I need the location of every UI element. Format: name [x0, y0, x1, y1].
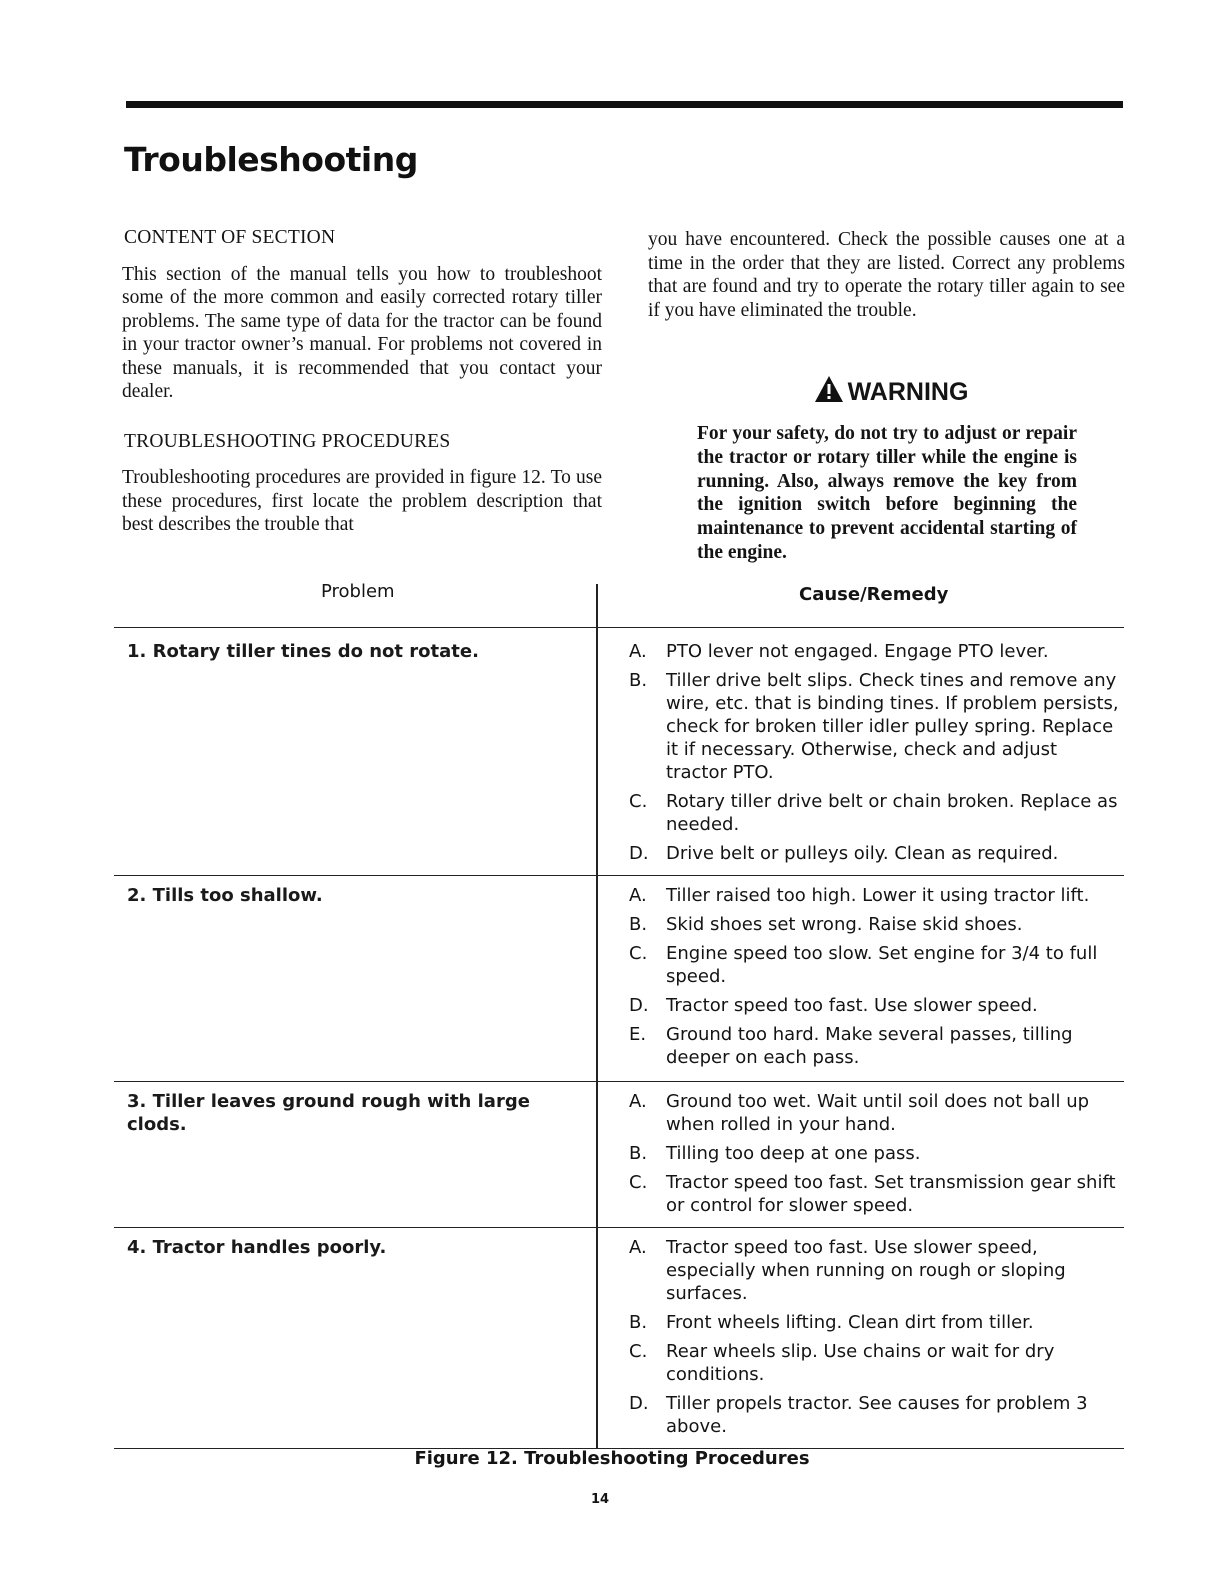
- cause-letter: A.: [629, 641, 647, 662]
- table-row: [114, 1082, 1124, 1228]
- troubleshooting-procedures-heading: TROUBLESHOOTING PROCEDURES: [124, 430, 451, 452]
- cause-letter: D.: [629, 1393, 649, 1414]
- cause-item: [629, 1392, 1124, 1438]
- cause-item: [629, 994, 1124, 1017]
- cause-item: [629, 1023, 1124, 1069]
- table-row: [114, 1228, 1124, 1449]
- content-of-section-text: This section of the manual tells you how to troubleshoot some of the more common and easily corrected rotary tiller problems. The same type of data for the tractor can be found in your tractor owner’s manual. For problems not covered in these manuals, it is recommended that you contact your dealer.: [122, 263, 602, 402]
- cause-list: [629, 1236, 1124, 1438]
- cause-item: [629, 1090, 1124, 1136]
- intro-right-column: [648, 228, 1125, 322]
- table-row: [114, 876, 1124, 1082]
- page-title: Troubleshooting: [124, 140, 418, 179]
- cause-letter: A.: [629, 1091, 647, 1112]
- cause-item: [629, 669, 1124, 784]
- warning-box: [697, 375, 1077, 565]
- troubleshooting-procedures-continuation: you have encountered. Check the possible causes one at a time in the order that they are listed. Correct any problems that are found and try to operate the rotary tiller again to see if you have eliminated the trouble.: [648, 229, 1125, 321]
- column-divider: [596, 876, 598, 1081]
- top-rule: [126, 101, 1123, 108]
- cause-list: [629, 1090, 1124, 1217]
- header-problem: Problem: [321, 581, 395, 602]
- cause-remedy-text: Rear wheels slip. Use chains or wait for dry conditions.: [666, 1341, 1055, 1385]
- problem-text: 4. Tractor handles poorly.: [127, 1237, 387, 1258]
- cause-item: [629, 640, 1124, 663]
- column-divider: [596, 1082, 598, 1227]
- cause-item: [629, 842, 1124, 865]
- cause-remedy-text: Tractor speed too fast. Use slower speed.: [666, 995, 1038, 1016]
- cause-letter: A.: [629, 885, 647, 906]
- troubleshooting-table: [114, 579, 1124, 1449]
- page-number: 14: [590, 1492, 610, 1507]
- table-body: [114, 628, 1124, 1449]
- cause-remedy-text: Tractor speed too fast. Use slower speed, especially when running on rough or sloping surfaces.: [666, 1237, 1066, 1304]
- cause-item: [629, 913, 1124, 936]
- cause-letter: C.: [629, 791, 648, 812]
- cause-remedy-text: Drive belt or pulleys oily. Clean as required.: [666, 843, 1059, 864]
- cause-remedy-text: Ground too hard. Make several passes, tilling deeper on each pass.: [666, 1024, 1073, 1068]
- header-cause-remedy: Cause/Remedy: [799, 584, 949, 605]
- cause-letter: C.: [629, 943, 648, 964]
- cause-list: [629, 884, 1124, 1069]
- cause-item: [629, 1340, 1124, 1386]
- cause-letter: C.: [629, 1172, 648, 1193]
- table-row: [114, 628, 1124, 876]
- cause-item: [629, 942, 1124, 988]
- cause-letter: D.: [629, 843, 649, 864]
- table-header: [114, 579, 1124, 628]
- warning-text: For your safety, do not try to adjust or repair the tractor or rotary tiller while the engine is running. Also, always remove the key from the ignition switch before beginning the maintenance to prevent accidental starting of the engine.: [697, 423, 1077, 563]
- warning-triangle-icon: [814, 375, 844, 410]
- cause-remedy-text: Rotary tiller drive belt or chain broken. Replace as needed.: [666, 791, 1118, 835]
- column-divider: [596, 1228, 598, 1448]
- cause-letter: B.: [629, 914, 648, 935]
- cause-item: [629, 1311, 1124, 1334]
- cause-item: [629, 884, 1124, 907]
- troubleshooting-procedures-text: Troubleshooting procedures are provided in figure 12. To use these procedures, first locate the problem description that best describes the trouble that: [122, 467, 602, 535]
- problem-text: 3. Tiller leaves ground rough with large clods.: [127, 1091, 530, 1135]
- cause-letter: D.: [629, 995, 649, 1016]
- cause-letter: B.: [629, 1312, 648, 1333]
- cause-remedy-text: Front wheels lifting. Clean dirt from tiller.: [666, 1312, 1034, 1333]
- warning-title: WARNING: [847, 378, 969, 406]
- cause-remedy-text: PTO lever not engaged. Engage PTO lever.: [666, 641, 1049, 662]
- intro-left-column: [122, 226, 602, 537]
- column-divider: [596, 584, 598, 627]
- cause-remedy-text: Tiller raised too high. Lower it using tractor lift.: [666, 885, 1090, 906]
- figure-caption: Figure 12. Troubleshooting Procedures: [414, 1448, 810, 1469]
- cause-remedy-text: Tiller propels tractor. See causes for problem 3 above.: [666, 1393, 1088, 1437]
- cause-item: [629, 1236, 1124, 1305]
- cause-remedy-text: Engine speed too slow. Set engine for 3/4 to full speed.: [666, 943, 1098, 987]
- content-of-section-heading: CONTENT OF SECTION: [124, 227, 336, 248]
- cause-list: [629, 640, 1124, 865]
- cause-letter: A.: [629, 1237, 647, 1258]
- cause-remedy-text: Tractor speed too fast. Set transmission gear shift or control for slower speed.: [666, 1172, 1116, 1216]
- cause-letter: C.: [629, 1341, 648, 1362]
- cause-letter: E.: [629, 1024, 647, 1045]
- cause-letter: B.: [629, 1143, 648, 1164]
- warning-header: [705, 375, 1077, 410]
- cause-remedy-text: Tilling too deep at one pass.: [666, 1143, 921, 1164]
- cause-remedy-text: Skid shoes set wrong. Raise skid shoes.: [666, 914, 1023, 935]
- cause-item: [629, 1142, 1124, 1165]
- cause-item: [629, 790, 1124, 836]
- cause-remedy-text: Ground too wet. Wait until soil does not ball up when rolled in your hand.: [666, 1091, 1090, 1135]
- problem-text: 2. Tills too shallow.: [127, 885, 323, 906]
- cause-remedy-text: Tiller drive belt slips. Check tines and remove any wire, etc. that is binding tines. If problem persists, check for broken tiller idler pulley spring. Replace it if necessary. Otherwise, check and adjust tractor PTO.: [666, 670, 1119, 783]
- cause-item: [629, 1171, 1124, 1217]
- cause-letter: B.: [629, 670, 648, 691]
- problem-text: 1. Rotary tiller tines do not rotate.: [127, 641, 479, 662]
- column-divider: [596, 628, 598, 875]
